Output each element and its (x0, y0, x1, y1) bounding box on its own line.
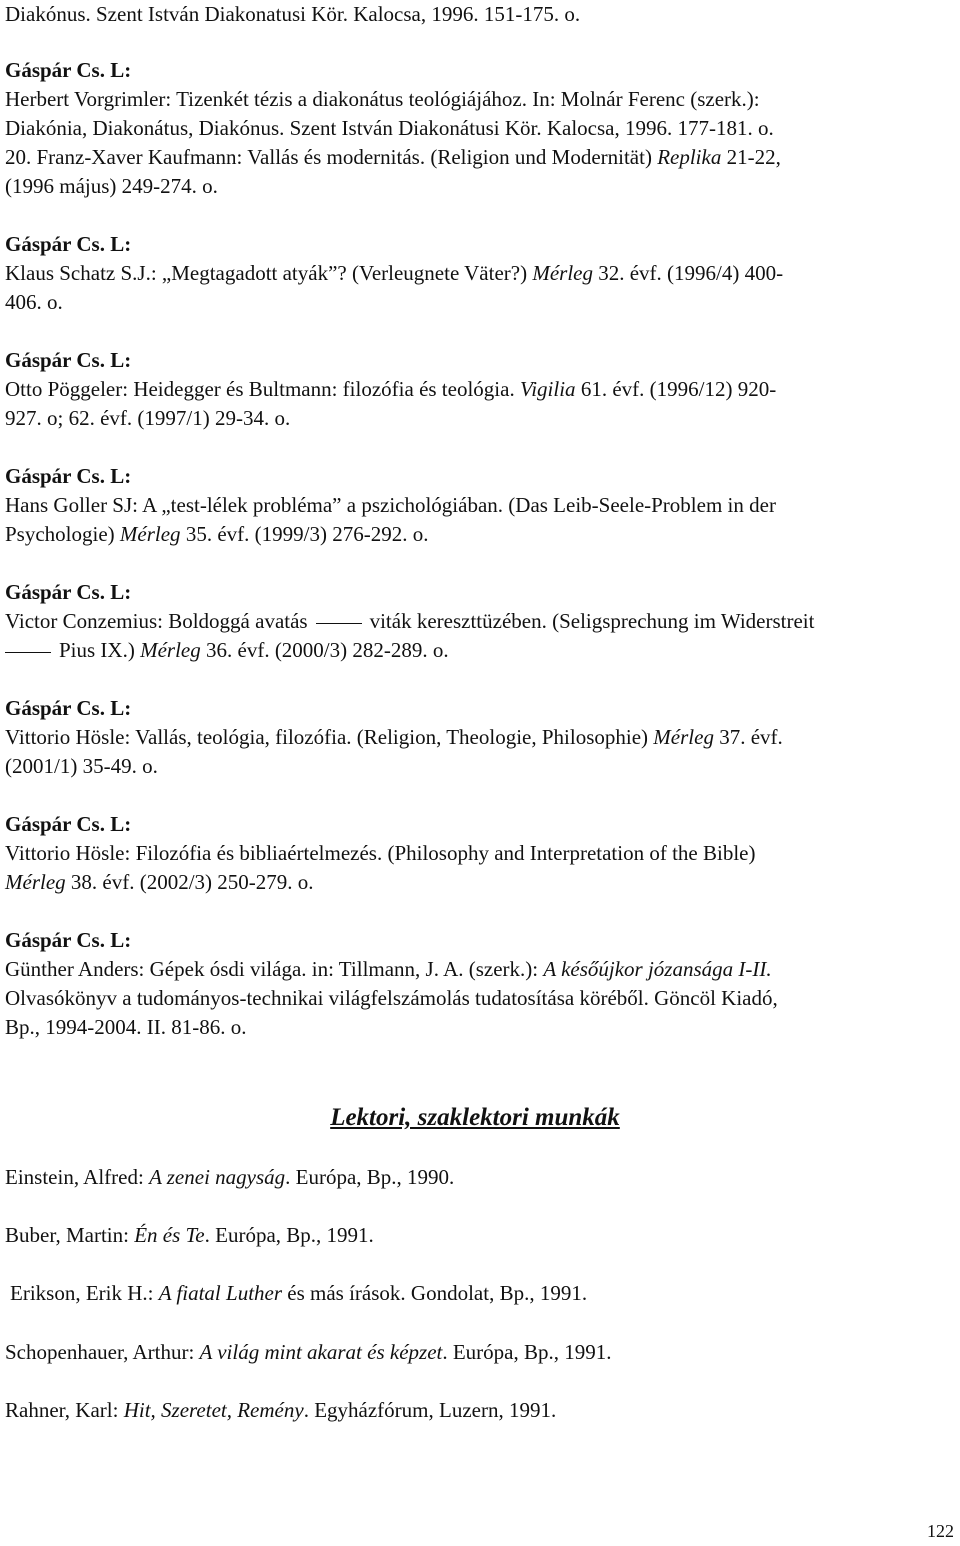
entry-text: Olvasókönyv a tudományos-technikai világfelszámolás tudatosítása köréből. Göncöl Kiadó, (5, 986, 778, 1010)
entry-text: Mérleg 38. évf. (2002/3) 250-279. o. (5, 870, 314, 894)
lektori-item: Erikson, Erik H.: A fiatal Luther és más írások. Gondolat, Bp., 1991. (10, 1281, 588, 1305)
entry-author: Gáspár Cs. L: (5, 464, 132, 488)
entry-text: Psychologie) Mérleg 35. évf. (1999/3) 276-292. o. (5, 522, 429, 546)
section-heading (5, 1103, 945, 1132)
bibliography-entry (5, 694, 783, 781)
entry-text: Hans Goller SJ: A „test-lélek probléma” a pszichológiában. (Das Leib-Seele-Problem in der (5, 493, 776, 517)
section-title: Lektori, szaklektori munkák (330, 1104, 620, 1131)
bibliography-entry (5, 346, 776, 433)
lektori-item: Rahner, Karl: Hit, Szeretet, Remény. Egyházfórum, Luzern, 1991. (5, 1398, 557, 1422)
entry-text: Otto Pöggeler: Heidegger és Bultmann: filozófia és teológia. Vigilia 61. évf. (1996/12) 920- (5, 377, 777, 401)
entry-author: Gáspár Cs. L: (5, 58, 132, 82)
entry-text: Klaus Schatz S.J.: „Megtagadott atyák”? (Verleugnete Väter?) Mérleg 32. évf. (1996/4) 400- (5, 261, 784, 285)
lektori-item: Schopenhauer, Arthur: A világ mint akarat és képzet. Európa, Bp., 1991. (5, 1340, 612, 1364)
entry-text: Bp., 1994-2004. II. 81-86. o. (5, 1015, 247, 1039)
entry-author: Gáspár Cs. L: (5, 812, 132, 836)
em-dash (5, 652, 51, 653)
entry-text: 20. Franz-Xaver Kaufmann: Vallás és modernitás. (Religion und Modernität) Replika 21-22, (5, 145, 781, 169)
entry-text: (2001/1) 35-49. o. (5, 754, 158, 778)
entry-author: Gáspár Cs. L: (5, 696, 132, 720)
entry-text: Vittorio Hösle: Vallás, teológia, filozófia. (Religion, Theologie, Philosophie) Mérleg 37. évf. (5, 725, 783, 749)
lektori-item: Einstein, Alfred: A zenei nagyság. Európa, Bp., 1990. (5, 1165, 455, 1189)
bibliography-entry (5, 810, 755, 897)
bibliography-entry (5, 926, 778, 1042)
entry-text: Günther Anders: Gépek ósdi világa. in: Tillmann, J. A. (szerk.): A későújkor józansága I-II. (5, 957, 772, 981)
entry-text: Victor Conzemius: Boldoggá avatás viták kereszttüzében. (Seligsprechung im Widerstreit (5, 609, 815, 633)
entry-author: Gáspár Cs. L: (5, 348, 132, 372)
entry-author: Gáspár Cs. L: (5, 232, 132, 256)
bibliography-entry (5, 230, 783, 317)
bibliography-entry (5, 56, 781, 201)
entry-text: Pius IX.) Mérleg 36. évf. (2000/3) 282-289. o. (5, 636, 814, 665)
reference-continuation: Diakónus. Szent István Diakonatusi Kör. Kalocsa, 1996. 151-175. o. (5, 2, 581, 26)
entry-text: Vittorio Hösle: Filozófia és bibliaértelmezés. (Philosophy and Interpretation of the Bible) (5, 841, 756, 865)
entry-text: 406. o. (5, 290, 63, 314)
top-line (5, 0, 580, 29)
entry-text: 927. o; 62. évf. (1997/1) 29-34. o. (5, 406, 291, 430)
page-number: 122 (927, 1521, 954, 1541)
entry-author: Gáspár Cs. L: (5, 580, 132, 604)
entry-text: Diakónia, Diakonátus, Diakónus. Szent István Diakonátusi Kör. Kalocsa, 1996. 177-181. o. (5, 116, 774, 140)
lektori-item: Buber, Martin: Én és Te. Európa, Bp., 1991. (5, 1223, 374, 1247)
bibliography-entry (5, 462, 776, 549)
entry-text: Herbert Vorgrimler: Tizenkét tézis a diakonátus teológiájához. In: Molnár Ferenc (szerk.): (5, 87, 760, 111)
entry-author: Gáspár Cs. L: (5, 928, 132, 952)
entry-text: (1996 május) 249-274. o. (5, 174, 218, 198)
em-dash (316, 623, 362, 624)
bibliography-entry (5, 578, 814, 665)
